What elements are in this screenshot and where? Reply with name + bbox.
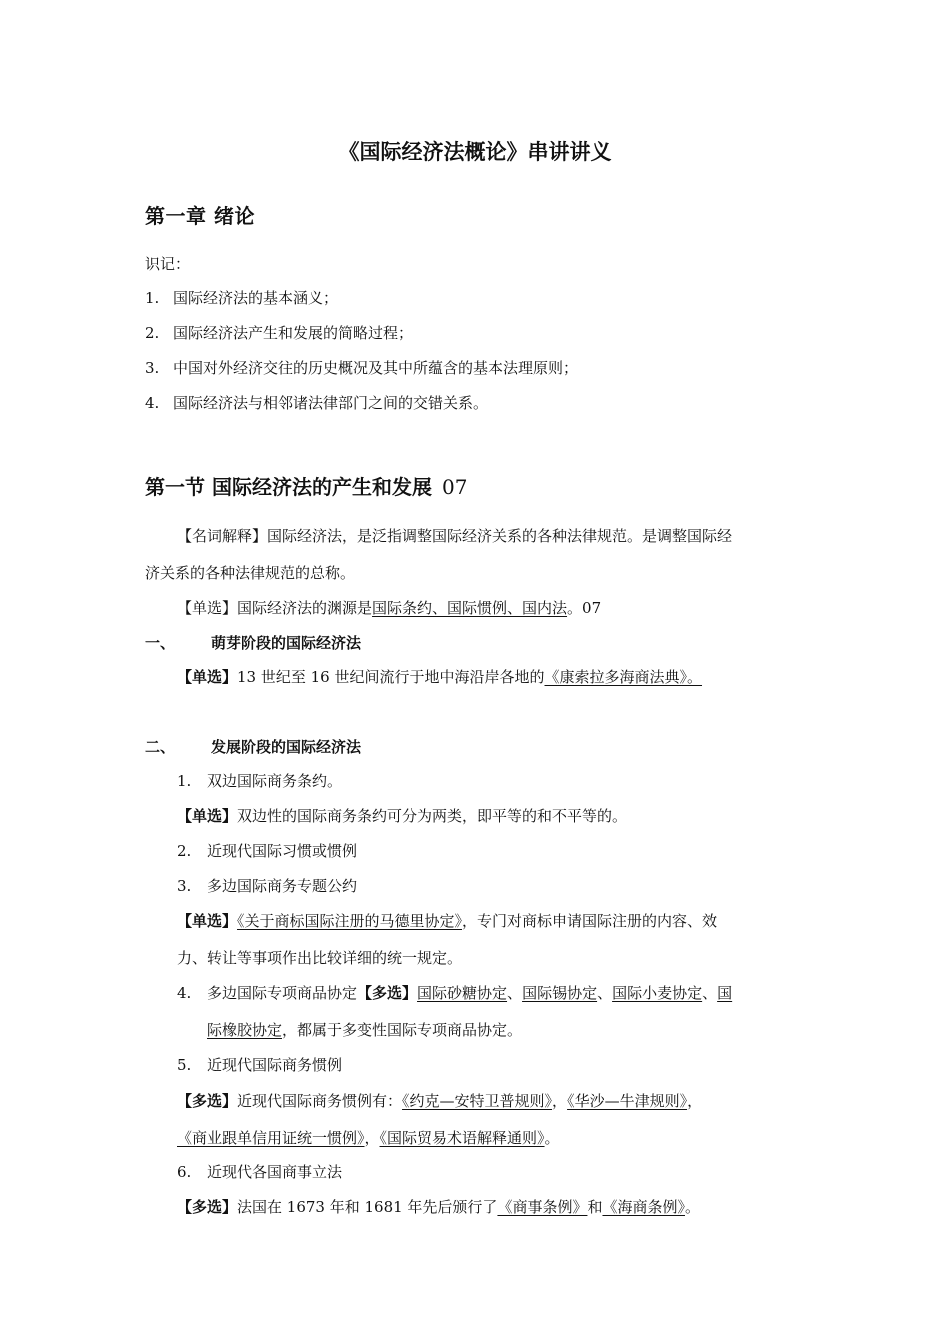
part-2-item — [177, 983, 732, 1003]
list-number: 1. — [145, 289, 160, 307]
underlined-answer: 际橡胶协定 — [207, 1021, 283, 1039]
part-1-note — [177, 667, 702, 687]
underlined-answer: 《华沙—牛津规则》 — [567, 1092, 688, 1110]
part-2-note — [177, 1091, 702, 1111]
document-title: 《国际经济法概论》串讲讲义 — [338, 139, 612, 164]
part-2-item — [177, 876, 357, 896]
chapter-heading: 第一章 绪论 — [145, 204, 255, 228]
list-text: 国际经济法的基本涵义； — [173, 289, 339, 307]
list-number: 2. — [145, 324, 160, 342]
single-choice-source — [177, 598, 601, 618]
part-title: 发展阶段的国际经济法 — [211, 738, 362, 756]
separator: 。 — [684, 1198, 700, 1216]
list-text: 近现代国际习惯或惯例 — [207, 842, 358, 860]
part-1-heading — [145, 633, 361, 653]
separator: ， — [364, 1129, 380, 1147]
list-number: 4. — [145, 394, 160, 412]
part-2-note — [177, 911, 717, 931]
definition-text: 国际经济法，是泛指调整国际经济关系的各种法律规范。是调整国际经 — [267, 527, 733, 545]
note-text: ，都属于多变性国际专项商品协定。 — [282, 1021, 523, 1039]
section-title: 第一节 国际经济法的产生和发展 — [145, 475, 432, 499]
section-heading — [145, 471, 467, 500]
recall-label: 识记： — [145, 255, 191, 273]
list-text: 近现代各国商事立法 — [207, 1163, 343, 1181]
list-number: 3. — [145, 359, 160, 377]
recall-item — [145, 323, 413, 343]
separator: 、 — [702, 984, 718, 1002]
underlined-answer: 国际砂糖协定 — [417, 984, 508, 1002]
part-number: 二、 — [145, 738, 176, 756]
note-text: 近现代国际商务惯例有： — [237, 1092, 403, 1110]
separator: 、 — [597, 984, 613, 1002]
list-text: 国际经济法与相邻诸法律部门之间的交错关系。 — [173, 394, 489, 412]
part-2-heading — [145, 737, 361, 757]
tag-single-choice: 【单选】 — [177, 599, 238, 617]
part-2-note — [177, 1197, 700, 1217]
list-text: 双边国际商务条约。 — [207, 772, 343, 790]
note-text: 法国在 1673 年和 1681 年先后颁行了 — [237, 1198, 498, 1216]
underlined-answer: 《商业跟单信用证统一惯例》 — [177, 1129, 365, 1147]
recall-item — [145, 358, 578, 378]
part-2-item — [177, 1162, 342, 1182]
tag-definition: 【名词解释】 — [177, 527, 268, 545]
underlined-answer: 《商事条例》 — [497, 1198, 588, 1216]
part-2-note-line-2: 力、转让等事项作出比较详细的统一规定。 — [177, 949, 463, 967]
list-number: 6. — [177, 1163, 192, 1181]
list-text: 中国对外经济交往的历史概况及其中所蕴含的基本法理原则； — [173, 359, 579, 377]
list-text: 近现代国际商务惯例 — [207, 1056, 343, 1074]
note-text: 国际经济法的渊源是 — [237, 599, 373, 617]
list-number: 1. — [177, 772, 192, 790]
separator: 、 — [507, 984, 523, 1002]
tag-multi-choice: 【多选】 — [357, 984, 418, 1002]
part-title: 萌芽阶段的国际经济法 — [211, 634, 362, 652]
tag-single-choice: 【单选】 — [177, 668, 238, 686]
underlined-answer: 《约克—安特卫普规则》 — [402, 1092, 553, 1110]
underlined-answer: 《海商条例》 — [602, 1198, 685, 1216]
separator: ， — [552, 1092, 568, 1110]
underlined-answer: 国 — [717, 984, 733, 1002]
underlined-answer: 《康索拉多海商法典》。 — [544, 668, 703, 686]
underlined-answer: 国际条约、国际惯例、国内法 — [372, 599, 568, 617]
separator: ， — [687, 1092, 703, 1110]
list-text: 多边国际商务专题公约 — [207, 877, 358, 895]
list-number: 2. — [177, 842, 192, 860]
recall-item — [145, 393, 488, 413]
list-number: 5. — [177, 1056, 192, 1074]
note-text: 双边性的国际商务条约可分为两类，即平等的和不平等的。 — [237, 807, 628, 825]
note-text: 。07 — [567, 599, 602, 617]
definition-line-2: 济关系的各种法律规范的总称。 — [145, 564, 356, 582]
part-2-item — [177, 771, 342, 791]
note-text: ，专门对商标申请国际注册的内容、效 — [462, 912, 718, 930]
part-2-item — [177, 841, 357, 861]
note-text: 13 世纪至 16 世纪间流行于地中海沿岸各地的 — [237, 668, 545, 686]
part-number: 一、 — [145, 634, 176, 652]
underlined-answer: 《关于商标国际注册的马德里协定》 — [237, 912, 463, 930]
part-2-item-line-2 — [207, 1020, 522, 1040]
definition-line-1 — [177, 526, 732, 546]
section-page-ref: 07 — [441, 475, 468, 499]
separator: 。 — [544, 1129, 560, 1147]
list-number: 3. — [177, 877, 192, 895]
part-2-note-line-2 — [177, 1128, 560, 1148]
list-number: 4. — [177, 984, 192, 1002]
tag-multi-choice: 【多选】 — [177, 1092, 238, 1110]
list-text: 国际经济法产生和发展的简略过程； — [173, 324, 414, 342]
part-2-item — [177, 1055, 342, 1075]
tag-single-choice: 【单选】 — [177, 912, 238, 930]
tag-single-choice: 【单选】 — [177, 807, 238, 825]
underlined-answer: 《国际贸易术语解释通则》 — [379, 1129, 545, 1147]
list-text: 多边国际专项商品协定 — [207, 984, 358, 1002]
recall-item — [145, 288, 338, 308]
part-2-note — [177, 806, 627, 826]
tag-multi-choice: 【多选】 — [177, 1198, 238, 1216]
underlined-answer: 国际锡协定 — [522, 984, 598, 1002]
note-text: 和 — [587, 1198, 603, 1216]
underlined-answer: 国际小麦协定 — [612, 984, 703, 1002]
